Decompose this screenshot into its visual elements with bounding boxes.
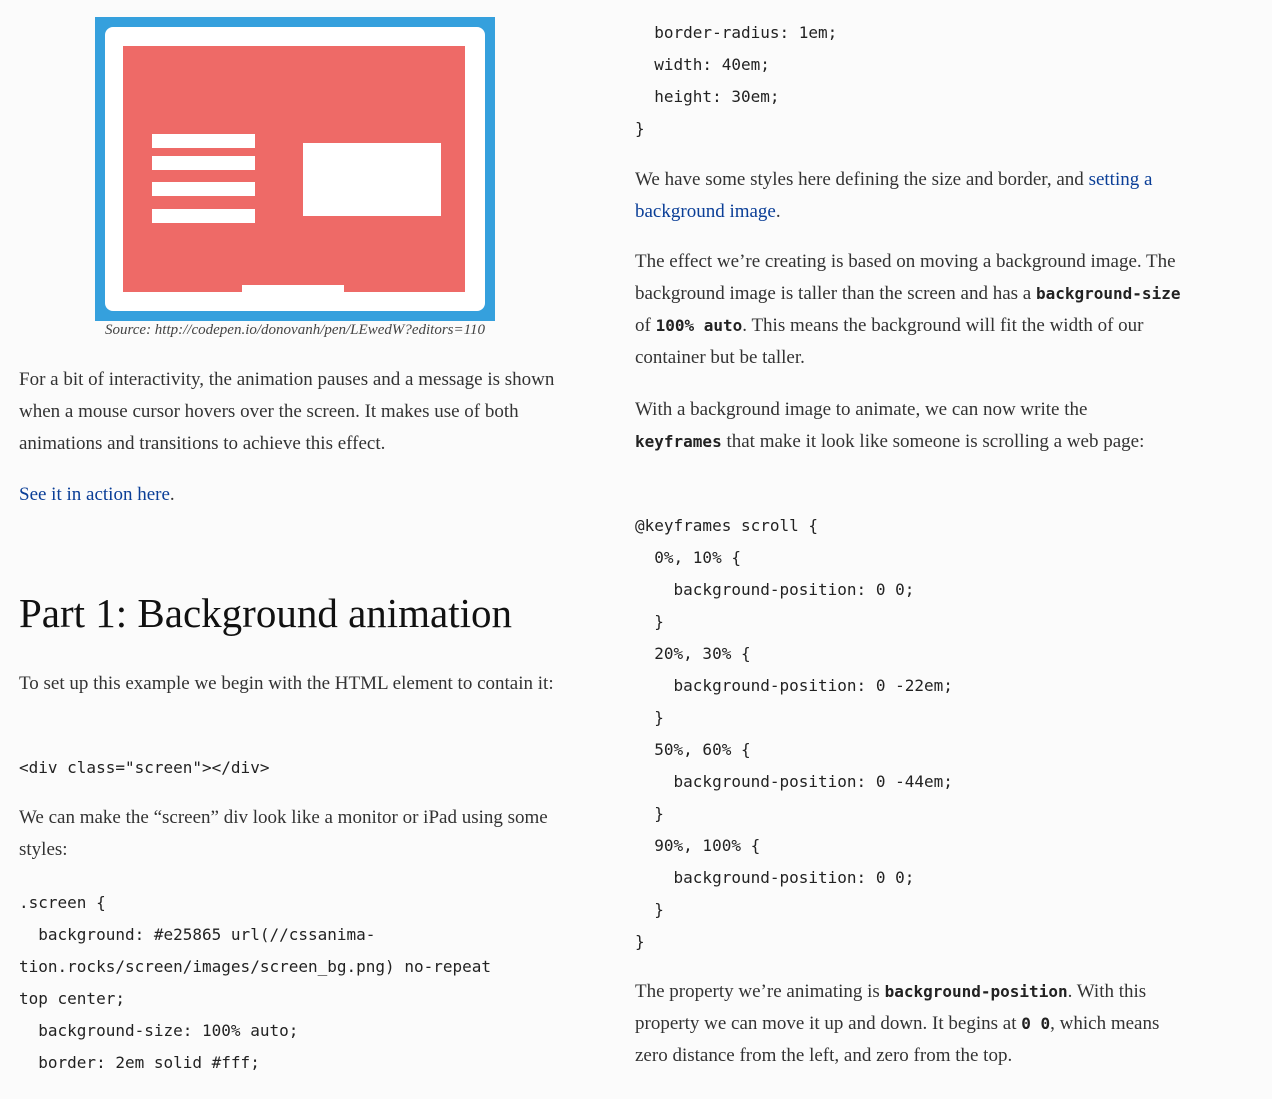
inline-code: keyframes (635, 432, 722, 451)
text-line-shape (152, 134, 255, 148)
styles-paragraph: We can make the “screen” div look like a monitor or iPad using some styles: (19, 807, 548, 860)
paragraph-text: We have some styles here defining the size and border, and (635, 169, 1089, 190)
paragraph-text: , which means zero distance from the left, and zero from the top. (635, 1013, 1160, 1066)
html-code-block: <div class="screen"></div> (19, 758, 270, 777)
paragraph-text: that make it look like someone is scrolling a web page: (721, 431, 1145, 452)
inline-code: background-size (1035, 284, 1181, 303)
intro-paragraph: For a bit of interactivity, the animation pauses and a message is shown when a mouse cursor hovers over the screen. It makes use of both animations and transitions to achieve this effect. (19, 369, 555, 454)
see-in-action-link[interactable]: See it in action here (19, 484, 170, 505)
paragraph-text: With a background image to animate, we can now write the (635, 399, 1088, 420)
screen-illustration (95, 17, 495, 321)
effect-paragraph (635, 246, 1185, 374)
size-border-paragraph: We have some styles here defining the size and border, and setting a background image. (635, 169, 1153, 222)
figure-caption: Source: http://codepen.io/donovanh/pen/LEwedW?editors=110 (104, 322, 486, 338)
inline-code: 100% auto (655, 316, 743, 335)
text-line-shape (152, 209, 255, 223)
inline-code: 0 0 (1021, 1014, 1051, 1033)
action-paragraph: See it in action here. (19, 484, 175, 505)
text-line-shape (152, 156, 255, 170)
inline-code: background-position (884, 982, 1068, 1001)
paragraph-text: The property we’re animating is (635, 981, 885, 1002)
keyframes-intro-paragraph (635, 394, 1175, 458)
property-paragraph (635, 976, 1185, 1072)
background-image-link[interactable]: setting a background image (635, 169, 1153, 222)
paragraph-text: of (635, 315, 656, 336)
section-heading: Part 1: Background animation (19, 590, 513, 636)
text-line-shape (152, 182, 255, 196)
paragraph-text: The effect we’re creating is based on moving a background image. The background image is taller than the screen and has a (635, 251, 1176, 304)
keyframes-code-block: @keyframes scroll { 0%, 10% { background-position: 0 0; } 20%, 30% { background-position: 0 -22em; } 50%, 60% { background-position: 0 -44em; } 90%, 100% { background-position: 0 0; } } (635, 516, 953, 951)
paragraph-text: . With this property we can move it up and down. It begins at (635, 981, 1147, 1034)
paragraph-text: . This means the background will fit the width of our container but be taller. (635, 315, 1144, 368)
screen-css-code-block: .screen { background: #e25865 url(//cssanima- tion.rocks/screen/images/screen_bg.png) no-repeat top center; background-size: 100% auto; border: 2em solid #fff; (19, 893, 492, 1072)
screen-css-code-continued: border-radius: 1em; width: 40em; height: 30em; } (635, 23, 838, 138)
monitor-stand (242, 285, 344, 292)
setup-paragraph: To set up this example we begin with the HTML element to contain it: (19, 673, 554, 694)
content-box-shape (303, 143, 441, 216)
